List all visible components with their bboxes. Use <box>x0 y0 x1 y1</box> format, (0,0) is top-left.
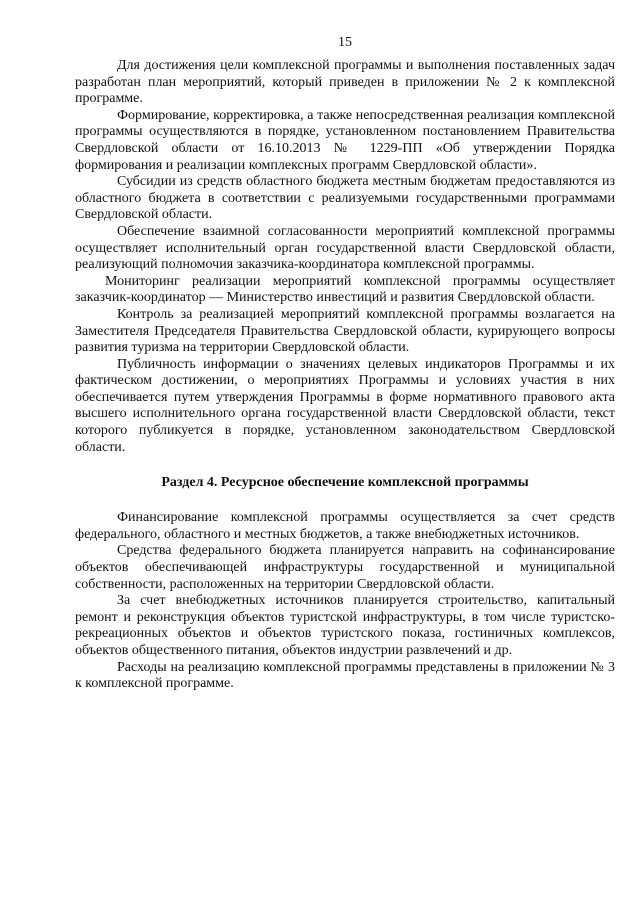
paragraph-expenses: Расходы на реализацию комплексной программы представлены в приложении № 3 к комплексной программе. <box>75 659 615 692</box>
section-heading: Раздел 4. Ресурсное обеспечение комплексной программы <box>161 475 529 491</box>
paragraph-monitoring: Мониторинг реализации мероприятий комплексной программы осуществляет заказчик-координатор — Министерство инвестиций и развития Свердловской области. <box>75 273 615 306</box>
document-page <box>75 34 615 693</box>
paragraph-financing: Финансирование комплексной программы осуществляется за счет средств федерального, областного и местных бюджетов, а также внебюджетных источников. <box>75 510 615 542</box>
paragraph-publicity: Публичность информации о значениях целевых индикаторов Программы и их фактическом достижении, о мероприятиях Программы и условиях участия в них обеспечивается путем утверждения Программы в форме нормативного правового акта высшего исполнительного органа государственной власти Свердловской области, текст которого публикуется в порядке, установленном законодательством Свердловской области. <box>75 356 615 455</box>
paragraph-control: Контроль за реализацией мероприятий комплексной программы возлагается на Заместителя Председателя Правительства Свердловской области, курирующего вопросы развития туризма на территории Свердловской области. <box>75 306 615 356</box>
page-number: 15 <box>338 35 352 50</box>
paragraph-subsidies: Субсидии из средств областного бюджета местным бюджетам предоставляются из областного бюджета в соответствии с реализуемыми государственными программами Свердловской области. <box>75 174 615 223</box>
paragraph-formation: Формирование, корректировка, а также непосредственная реализация комплексной программы осуществляются в порядке, установленном постановлением Правительства Свердловской области от 16.10.2013 № 1229-ПП «Об утверждении Порядка формирования и реализации комплексных программ Свердловской области». <box>75 107 615 173</box>
paragraph-federal-funds: Средства федерального бюджета планируется направить на софинансирование объектов обеспечивающей инфраструктуры государственной и муниципальной собственности, расположенных на территории Свердловской области. <box>75 543 615 592</box>
paragraph-extrabudgetary: За счет внебюджетных источников планируется строительство, капитальный ремонт и реконструкция объектов туристской инфраструктуры, в том числе туристско-рекреационных объектов и объектов туристского показа, гостиничных комплексов, объектов общественного питания, объектов индустрии развлечений и др. <box>75 593 615 658</box>
paragraph-plan: Для достижения цели комплексной программы и выполнения поставленных задач разработан план мероприятий, который приведен в приложении № 2 к комплексной программе. <box>75 58 615 107</box>
paragraph-coordination: Обеспечение взаимной согласованности мероприятий комплексной программы осуществляет исполнительный орган государственной власти Свердловской области, реализующий полномочия заказчика-координатора комплексной программы. <box>75 223 615 273</box>
